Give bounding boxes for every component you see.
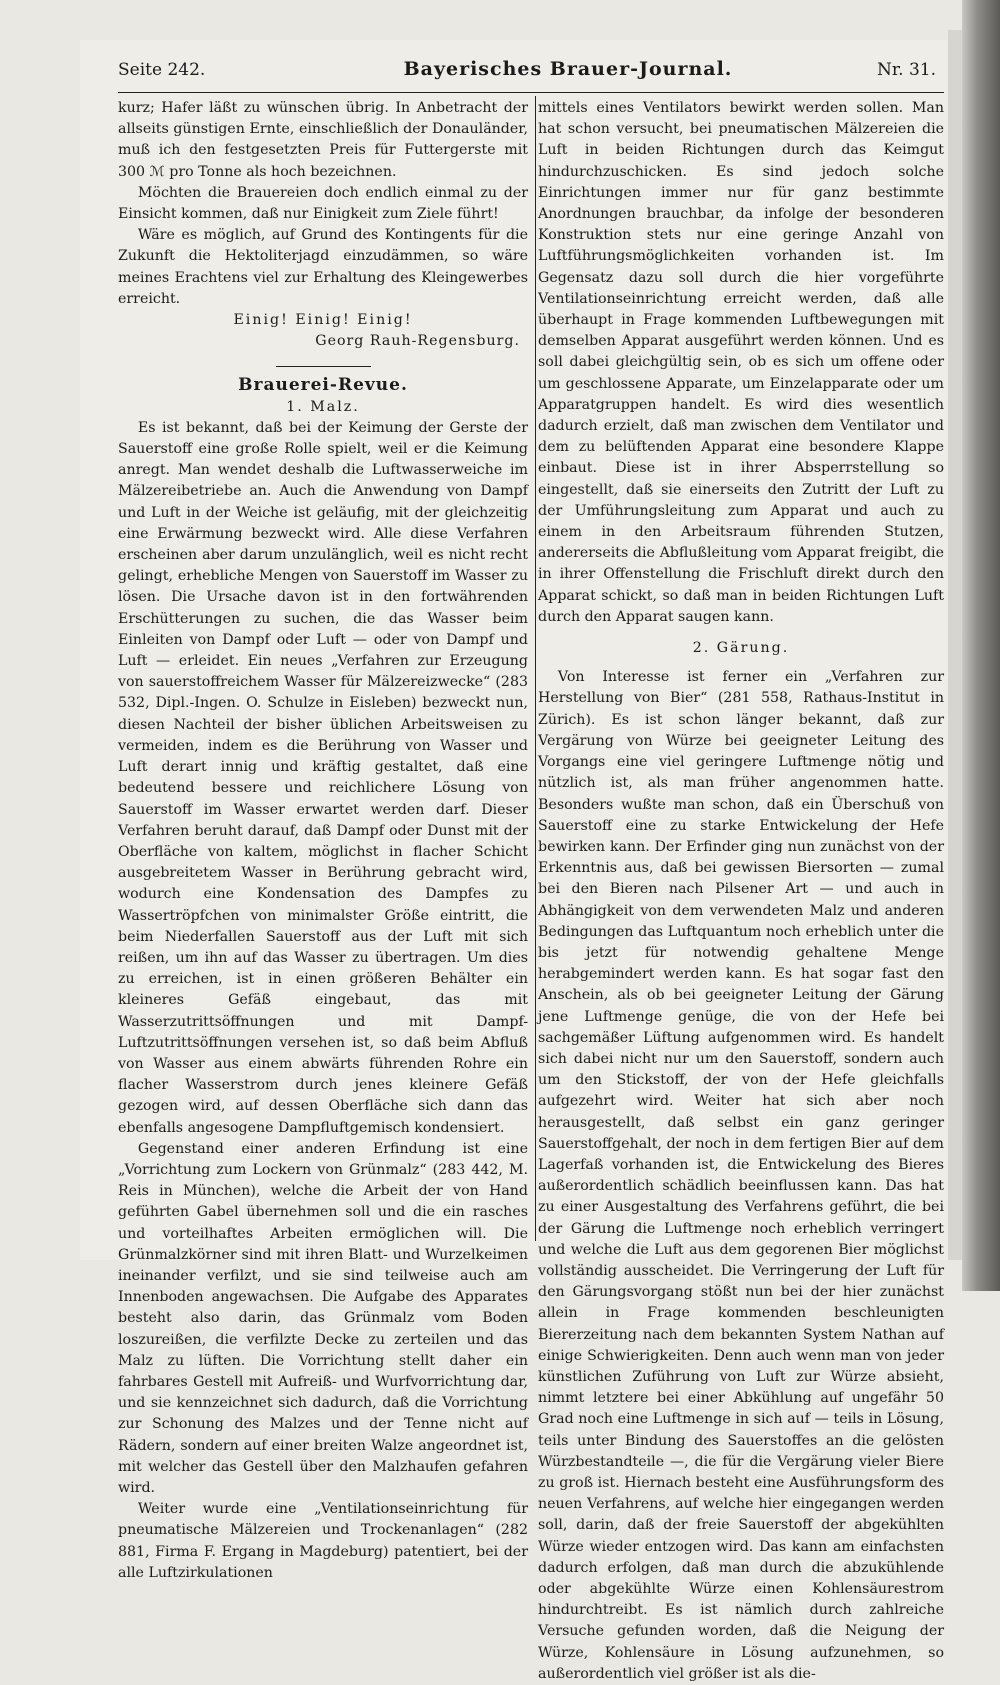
paragraph: Wäre es möglich, auf Grund des Kontingents für die Zukunft die Hektoliterjagd einzudämmen, so wäre meines Erachtens viel zur Erhaltung des Kleingewerbes erreicht. (118, 227, 528, 307)
paragraph: Möchten die Brauereien doch endlich einmal zu der Einsicht kommen, daß nur Einigkeit zum Ziele führt! (118, 184, 528, 223)
paragraph: Weiter wurde eine „Ventilationseinrichtung für pneumatische Mälzereien und Trockenanlagen“ (282 881, Firma F. Ergang in Magdeburg) patentiert, bei der alle Luftzirkulationen (118, 1501, 528, 1581)
book-binding-shadow (962, 0, 1000, 1291)
paragraph: Es ist bekannt, daß bei der Keimung der Gerste der Sauerstoff eine große Rolle spielt, weil er die Keimung anregt. Man wendet deshalb die Luftwasserweiche im Mälzereibetriebe an. Auch die Anwendung von Dampf und Luft in der Weiche ist geläufig, mit der gleichzeitig eine Erwärmung bezweckt wird. Alle diese Verfahren erscheinen aber darum unzulänglich, weil es nicht recht gelingt, erhebliche Mengen von Sauerstoff im Wasser zu lösen. Die Ursache davon ist in den fortwährenden Erschütterungen zu suchen, die das Wasser beim Einleiten von Dampf oder Luft — oder von Dampf und Luft — erleidet. Ein neues „Verfahren zur Erzeugung von sauerstoffreichem Wasser für Mälzereizwecke“ (283 532, Dipl.-Ingen. O. Schulze in Eisleben) bezweckt nun, diesen Nachteil der bisher üblichen Arbeitsweisen zu vermeiden, indem es die Berührung von Wasser und Luft derart innig und kräftig gestaltet, daß eine bedeutend bessere und reichlichere Lösung von Sauerstoff im Wasser erwartet werden darf. Dieser Verfahren beruht darauf, daß Dampf oder Dunst mit der Oberfläche von kaltem, möglichst in flacher Schicht ausgebreitetem Wasser in Berührung gebracht wird, wodurch eine Kondensation des Dampfes zu Wassertröpfchen von minimalster Größe eintritt, die beim Niederfallen Sauerstoff aus der Luft mit sich reißen, um ihn auf das Wasser zu übertragen. Um dies zu erreichen, ist in einen größeren Behälter ein kleineres Gefäß eingebaut, das mit Wasserzutrittsöffnungen und mit Dampf-Luftzutrittsöffnungen versehen ist, so daß beim Abfluß von Wasser aus einem abwärts führenden Rohre ein flacher Wasserstrom durch jenes kleinere Gefäß gezogen wird, auf dessen Oberfläche sich dann das ebenfalls angesogene Dampfluftgemisch kondensiert. (118, 419, 528, 1136)
paragraph: kurz; Hafer läßt zu wünschen übrig. In Anbetracht der allseits günstigen Ernte, einschließlich der Donauländer, muß ich den festgesetzten Preis für Futtergerste mit 300 ℳ pro Tonne als hoch bezeichnen. (118, 100, 528, 180)
issue-number: Nr. 31. (877, 60, 936, 80)
paragraph: Von Interesse ist ferner ein „Verfahren zur Herstellung von Bier“ (281 558, Rathaus-Institut in Zürich). Es ist schon länger bekannt, daß zur Vergärung von Würze bei geeigneter Leitung des Vorgangs eine viel geringere Luftmenge nötig und nützlich ist, als man früher angenommen hatte. Besonders wußte man schon, daß ein Überschuß von Sauerstoff eine zu starke Entwickelung der Hefe bewirken kann. Der Erfinder ging nun zunächst von der Erkenntnis aus, daß bei gewissen Biersorten — zumal bei den Bieren nach Pilsener Art — und auch in Abhängigkeit von dem verwendeten Malz und anderen Bedingungen das Luftquantum noch erheblich unter die bis jetzt für notwendig gehaltene Menge herabgemindert werden kann. Es hat sogar fast den Anschein, als ob bei geeigneter Leitung der Gärung jene Luftmenge genüge, die von der Hefe bei sachgemäßer Lüftung aufgenommen wird. Es handelt sich dabei nicht nur um den Sauerstoff, sondern auch um den Stickstoff, der von der Hefe gleichfalls aufgezehrt wird. Weiter hat sich aber noch herausgestellt, daß selbst ein ganz geringer Sauerstoffgehalt, der noch in dem fertigen Bier auf dem Lagerfaß vorhanden ist, die Entwickelung des Bieres außerordentlich schädlich beeinflussen kann. Das hat zu einer Ausgestaltung des Verfahrens geführt, die bei der Gärung die Luftmenge noch erheblich verringert und welche die Luft aus dem gegorenen Bier möglichst vollständig ausscheidet. Die Verringerung der Luft für den Gärungsvorgang stößt nun bei der hier zunächst allein in Frage kommenden beschleunigten Biererzeitung nach dem bekannten System Nathan auf einige Schwierigkeiten. Denn auch wenn man von jeder künstlichen Zuführung von Luft zur Würze absieht, nimmt letztere bei einer Abkühlung auf ungefähr 50 Grad noch eine Luftmenge in sich auf — teils in Lösung, teils unter Bindung des Sauerstoffes an die gelösten Würzbestandteile —, die für die Vergärung vieler Biere zu groß ist. Hiernach besteht eine Ausführungsform des neuen Verfahrens, auf welche hier eingegangen werden soll, darin, daß der freie Sauerstoff der abgekühlten Würze wieder entzogen wird. Das kann am einfachsten dadurch erfolgen, daß man durch die abzukühlende oder abgekühlte Würze einen Kohlensäurestrom hindurchtreibt. Es ist nämlich durch zahlreiche Versuche gefunden worden, daß die Neigung der Würze, Kohlensäure in Lösung aufzunehmen, so außerordentlich viel größer ist als die- (538, 669, 944, 1682)
paragraph: Gegenstand einer anderen Erfindung ist eine „Vorrichtung zum Lockern von Grünmalz“ (283 442, M. Reis in München), welche die Arbeit der von Hand geführten Gabel übernehmen soll und die ein rasches und vorteilhaftes Arbeiten ermöglichen will. Die Grünmalzkörner sind mit ihren Blatt- und Wurzelkeimen ineinander verfilzt, und sie sind teilweise auch am Innenboden angewachsen. Die Aufgabe des Apparates besteht also darin, das Grünmalz vom Boden loszureißen, die verfilzte Decke zu zerteilen und das Malz zu lüften. Die Vorrichtung stellt daher ein fahrbares Gestell mit Aufreiß- und Wurfvorrichtung dar, und sie kennzeichnet sich dadurch, daß die Vorrichtung zur Schonung des Malzes und der Tenne nicht auf Rädern, sondern auf einer breiten Walze angeordnet ist, mit welcher das Gestell über den Malzhaufen gefahren wird. (118, 1140, 528, 1496)
right-column (538, 98, 944, 1682)
section-separator (276, 366, 371, 367)
running-header (118, 60, 954, 90)
page-number: Seite 242. (118, 60, 206, 80)
subsection-heading: 2. Gärung. (692, 640, 790, 657)
left-column (118, 98, 528, 1581)
subsection-heading: 1. Malz. (286, 398, 360, 415)
closing-greeting: Einig! Einig! Einig! (233, 312, 413, 329)
journal-title: Bayerisches Brauer-Journal. (403, 58, 733, 80)
column-divider (535, 96, 536, 1241)
page-edge (948, 30, 962, 1260)
section-title: Brauerei-Revue. (238, 375, 408, 396)
paragraph: mittels eines Ventilators bewirkt werden sollen. Man hat schon versucht, bei pneumatischen Mälzereien die Luft in beiden Richtungen durch das Keimgut hindurchzuschicken. Es sind jedoch solche Einrichtungen immer nur für ganz bestimmte Anordnungen brauchbar, da infolge der besonderen Konstruktion stets nur eine geringe Anzahl von Luftführungsmöglichkeiten vorhanden ist. Im Gegensatz dazu soll durch die hier vorgeführte Ventilationseinrichtung erreicht werden, daß alle überhaupt in Frage kommenden Luftbewegungen mit demselben Apparat ausgeführt werden können. Und es soll dabei gleichgültig sein, ob es sich um offene oder um geschlossene Apparate, um Einzelapparate oder um Apparatgruppen handelt. Es wird dies wesentlich dadurch erzielt, daß man zwischen dem Ventilator und dem zu belüftenden Apparat eine besondere Klappe einbaut. Diese ist in ihrer Absperrstellung so eingestellt, daß sie einerseits den Zutritt der Luft zu der Umführungsleitung zum Apparat und auch zu einem in den Arbeitsraum führenden Stutzen, andererseits die Abflußleitung vom Apparat freigibt, die in ihrer Offenstellung die Frischluft direkt durch den Apparat schickt, so daß man in beiden Richtungen Luft durch den Apparat saugen kann. (538, 100, 944, 625)
author-signature: Georg Rauh-Regensburg. (315, 333, 520, 350)
header-rule (118, 92, 944, 93)
